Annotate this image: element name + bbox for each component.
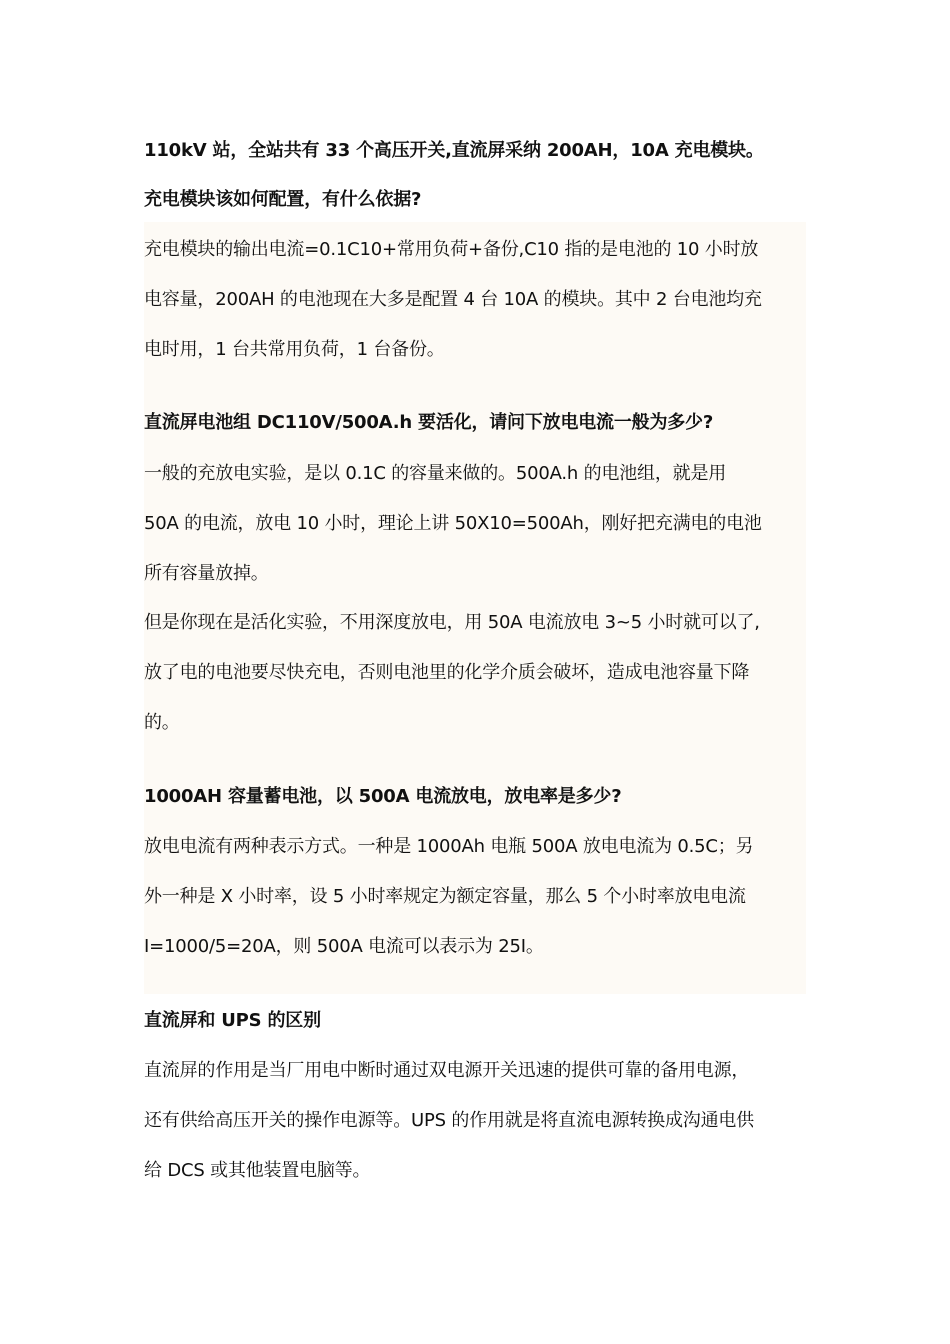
section-heading-discharge-rate: 1000AH 容量蓄电池，以 500A 电流放电，放电率是多少? [144,786,622,807]
section-heading-dc-vs-ups: 直流屏和 UPS 的区别 [144,1010,321,1031]
section-heading-battery-activation: 直流屏电池组 DC110V/500A.h 要活化，请问下放电电流一般为多少? [144,412,714,433]
paragraph-line: 给 DCS 或其他装置电脑等。 [144,1160,371,1181]
paragraph-line: 所有容量放掉。 [144,563,269,584]
paragraph-line: 电时用，1 台共常用负荷，1 台备份。 [144,339,445,360]
paragraph-line: 的。 [144,712,180,733]
section-heading-module-config: 充电模块该如何配置，有什么依据? [144,189,422,210]
paragraph-line: 还有供给高压开关的操作电源等。UPS 的作用就是将直流电源转换成沟通电供 [144,1110,754,1131]
paragraph-line: 充电模块的输出电流=0.1C10+常用负荷+备份,C10 指的是电池的 10 小时放 [144,239,759,260]
paragraph-line: 外一种是 X 小时率，设 5 小时率规定为额定容量，那么 5 个小时率放电电流 [144,886,746,907]
paragraph-line: 直流屏的作用是当厂用电中断时通过双电源开关迅速的提供可靠的备用电源， [144,1060,750,1081]
paragraph-line: 电容量，200AH 的电池现在大多是配置 4 台 10A 的模块。其中 2 台电池均充 [144,289,762,310]
paragraph-line: 放电电流有两种表示方式。一种是 1000Ah 电瓶 500A 放电电流为 0.5C；另 [144,836,754,857]
paragraph-line: 但是你现在是活化实验，不用深度放电，用 50A 电流放电 3~5 小时就可以了, [144,612,760,633]
paragraph-line: I=1000/5=20A，则 500A 电流可以表示为 25I。 [144,936,544,957]
paragraph-line: 放了电的电池要尽快充电，否则电池里的化学介质会破坏，造成电池容量下降 [144,662,750,683]
paragraph-line: 50A 的电流，放电 10 小时，理论上讲 50X10=500Ah，刚好把充满电的电池 [144,513,762,534]
paragraph-line: 一般的充放电实验，是以 0.1C 的容量来做的。500A.h 的电池组，就是用 [144,463,727,484]
intro-heading: 110kV 站，全站共有 33 个高压开关,直流屏采纳 200AH，10A 充电模块。 [144,140,764,161]
